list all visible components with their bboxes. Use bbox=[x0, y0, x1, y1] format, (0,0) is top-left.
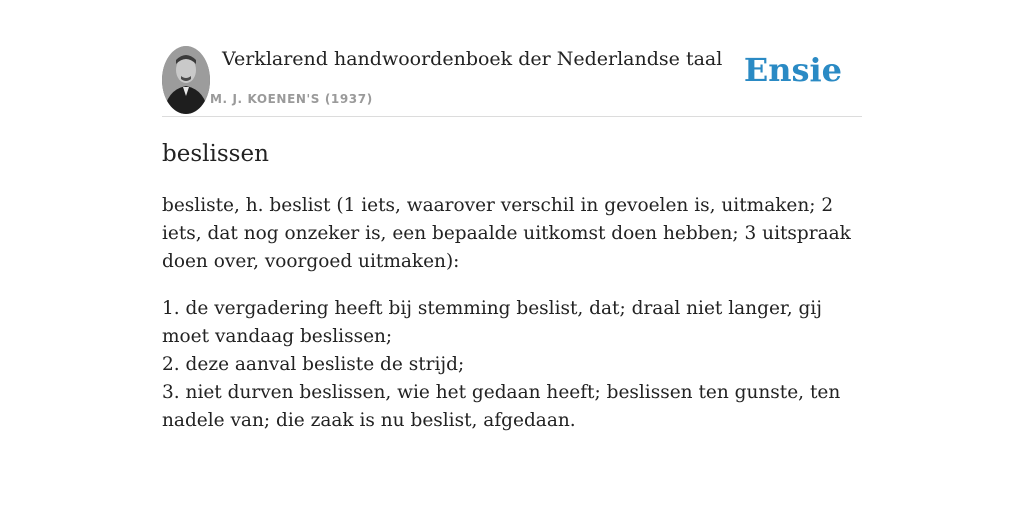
entry-body bbox=[162, 192, 852, 435]
example-item: 2. deze aanval besliste de strijd; bbox=[162, 354, 465, 375]
author-portrait-icon bbox=[162, 46, 210, 114]
headword: beslissen bbox=[162, 141, 269, 167]
entry-definition: besliste, h. beslist (1 iets, waarover verschil in gevoelen is, uitmaken; 2 iets, dat nog onzeker is, een bepaalde uitkomst doen hebben; 3 uitspraak doen over, voorgoed uitmaken): bbox=[162, 195, 851, 272]
dictionary-subtitle: M. J. KOENEN'S (1937) bbox=[210, 92, 373, 106]
example-item: 3. niet durven beslissen, wie het gedaan heeft; beslissen ten gunste, ten nadele van; die zaak is nu beslist, afgedaan. bbox=[162, 382, 841, 431]
dictionary-title[interactable]: Verklarend handwoordenboek der Nederlandse taal bbox=[222, 48, 723, 70]
dictionary-header bbox=[162, 46, 862, 117]
ensie-logo-link[interactable]: Ensie bbox=[743, 51, 842, 89]
entry-examples bbox=[162, 295, 852, 435]
example-item: 1. de vergadering heeft bij stemming beslist, dat; draal niet langer, gij moet vandaag beslissen; bbox=[162, 298, 822, 347]
